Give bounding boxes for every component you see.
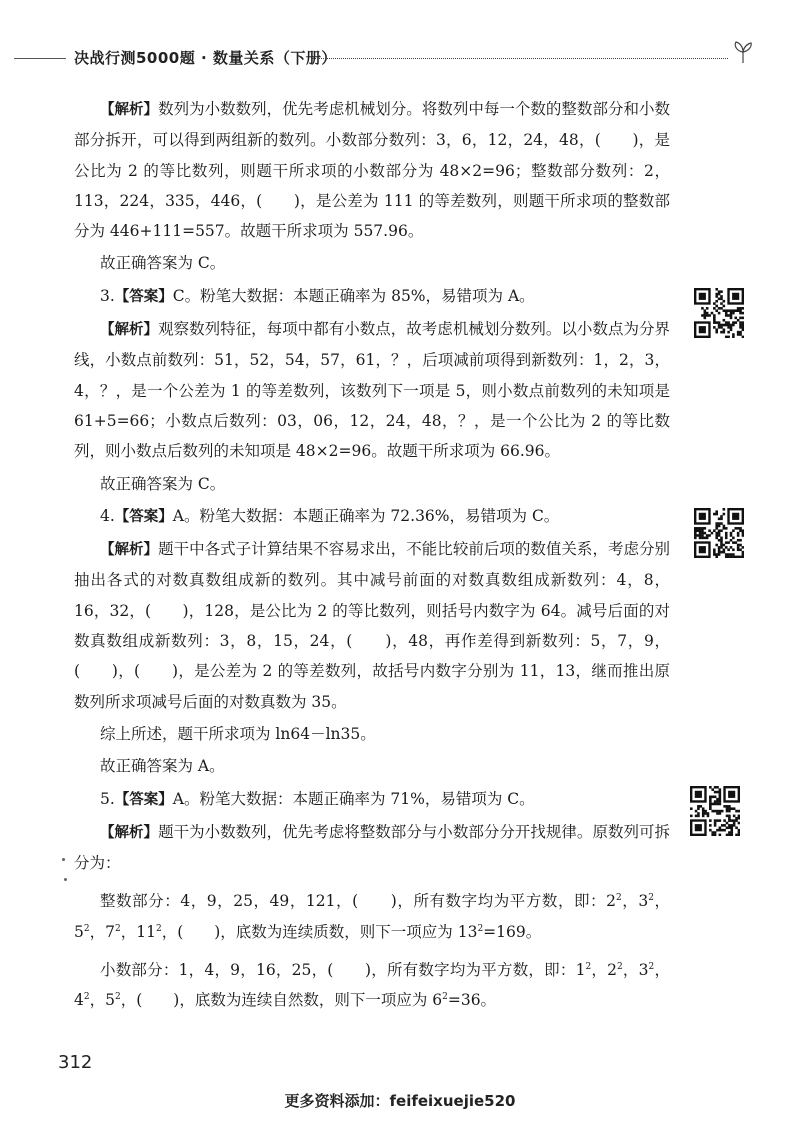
footer-note: 更多资料添加：feifeixuejie520 [284, 1092, 516, 1110]
answer-text: A。粉笔大数据：本题正确率为 71%，易错项为 C。 [172, 789, 535, 808]
exponent: 2 [616, 961, 623, 972]
answer-tag: 【答案】 [114, 508, 173, 525]
paragraph-text: 题干中各式子计算结果不容易求出，不能比较前后项的数值关系，考虑分别抽出各式的对数真数组成新的数列。其中减号前面的对数真数组成新数列：4，8，16，32，( )，128，是公比为 2 的等比数列，则括号内数字为 64。减号后面的对数真数组成新数列：3，8，15，24，( )，48，再作差得到新数列：5，7，9，( )，( )，是公差为 2 的等差数列，故括号内数字分别为 11，13，继而推出原数列所求项减号后面的对数真数为 35。 [74, 540, 670, 711]
paragraph-text: 题干为小数数列，优先考虑将整数部分与小数部分分开找规律。原数列可拆分为： [74, 822, 670, 873]
paragraph-analysis-4 [74, 534, 670, 717]
text-run: ，2 [591, 961, 617, 980]
scan-speck [62, 858, 65, 861]
text-run: =36。 [447, 991, 497, 1010]
answer-5 [74, 784, 670, 815]
qr-code[interactable] [694, 288, 744, 338]
paragraph-analysis-3 [74, 314, 670, 466]
paragraph-analysis-2 [74, 94, 670, 246]
exponent: 2 [83, 992, 90, 1003]
header-rule-right [312, 58, 728, 59]
text-run: ，11 [120, 922, 156, 941]
qr-code[interactable] [690, 786, 740, 836]
analysis-tag: 【解析】 [100, 542, 159, 559]
answer-3 [74, 281, 670, 312]
question-number: 4. [100, 506, 115, 525]
text-run: ，3 [621, 892, 649, 911]
answer-tag: 【答案】 [114, 288, 173, 305]
text-run: ，5 [74, 892, 670, 941]
exponent: 2 [648, 893, 654, 904]
running-header [0, 47, 800, 71]
exponent: 2 [648, 961, 655, 972]
answer-tag: 【答案】 [114, 791, 173, 808]
header-rule-left [14, 58, 66, 59]
integer-part-line [74, 886, 670, 947]
conclusion-4: 故正确答案为 A。 [100, 757, 225, 776]
exponent: 2 [477, 923, 484, 934]
answer-text: A。粉笔大数据：本题正确率为 72.36%，易错项为 C。 [172, 506, 560, 525]
text-run: ，( )，底数为连续质数，则下一项应为 13 [161, 922, 478, 941]
conclusion-2: 故正确答案为 C。 [100, 254, 226, 273]
paragraph-text: 数列为小数数列，优先考虑机械划分。将数列中每一个数的整数部分和小数部分拆开，可以得到两组新的数列。小数部分数列：3，6，12，24，48，( )，是公比为 2 的等比数列，则题干所求项的小数部分为 48×2=96；整数部分数列：2，113，224，335，446，( )，是公差为 111 的等差数列，则题干所求项的整数部分为 446+111=557。故题干所求项为 557.96。 [74, 100, 670, 241]
page-number: 312 [58, 1052, 93, 1073]
text-run: ，3 [622, 961, 649, 980]
answer-text: C。粉笔大数据：本题正确率为 85%，易错项为 A。 [172, 286, 535, 305]
exponent: 2 [155, 923, 162, 934]
exponent: 2 [114, 992, 121, 1003]
analysis-tag: 【解析】 [100, 824, 159, 841]
question-number: 5. [100, 789, 115, 808]
qr-code[interactable] [694, 508, 744, 558]
text-run: ，( )，底数为连续自然数，则下一项应为 6 [120, 991, 443, 1010]
text-run: ，7 [89, 922, 115, 941]
exponent: 2 [442, 992, 448, 1003]
text-run: =169。 [483, 922, 542, 941]
analysis-tag: 【解析】 [100, 102, 159, 118]
exponent: 2 [83, 923, 90, 934]
answer-4 [74, 501, 670, 532]
exponent: 2 [114, 923, 121, 934]
text-run: ，5 [89, 991, 115, 1010]
sprout-leaf-icon [730, 39, 756, 69]
exponent: 2 [615, 893, 622, 904]
text-run: 小数部分：1，4，9，16，25，( )，所有数字均为平方数，即：1 [100, 961, 586, 980]
header-title: 决战行测5000题 · 数量关系（下册） [74, 49, 337, 67]
text-run: ，4 [74, 961, 670, 1010]
paragraph-text: 观察数列特征，每项中都有小数点，故考虑机械划分数列。以小数点为分界线，小数点前数列：51，52，54，57，61，？，后项减前项得到新数列：1，2，3，4，？，是一个公差为 1 的等差数列，该数列下一项是 5，则小数点前数列的未知项是 61+5=66；小数点后数列：03，06，12，24，48，？，是一个公比为 2 的等比数列，则小数点后数列的未知项是 48×2=96。故题干所求项为 66.96。 [74, 320, 670, 461]
text-run: 整数部分：4，9，25，49，121，( )，所有数字均为平方数，即：2 [100, 892, 616, 911]
page-body [74, 94, 670, 1016]
analysis-tag: 【解析】 [100, 322, 159, 339]
paragraph-analysis-5 [74, 817, 670, 879]
scan-speck [64, 878, 67, 881]
question-number: 3. [100, 286, 115, 305]
summary-4: 综上所述，题干所求项为 ln64－ln35。 [100, 724, 376, 743]
conclusion-3: 故正确答案为 C。 [100, 474, 226, 493]
decimal-part-line [74, 955, 670, 1016]
exponent: 2 [585, 961, 592, 972]
